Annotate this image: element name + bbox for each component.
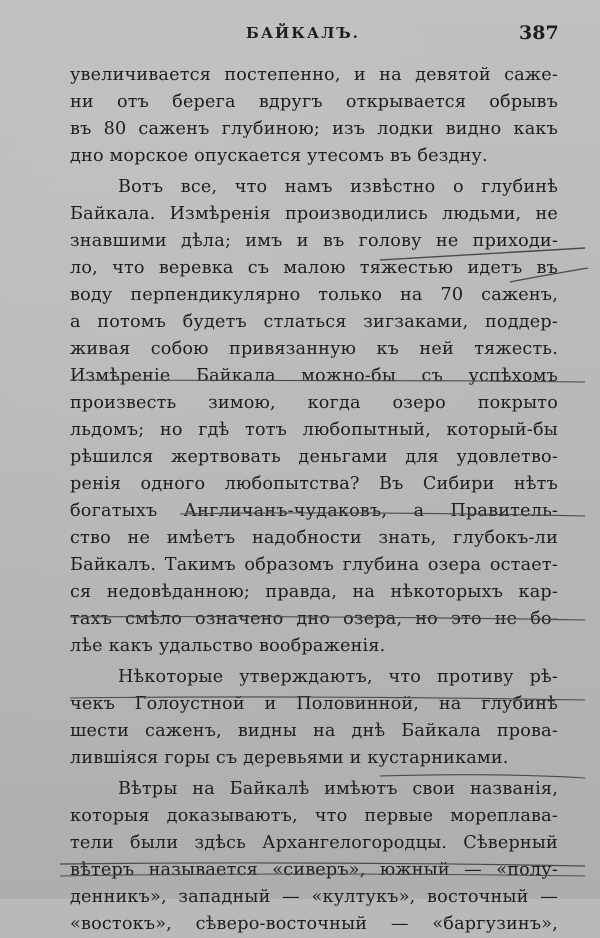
page-header <box>0 22 600 48</box>
text-line: Байкала. Измѣренія производились людьми, не <box>70 204 558 224</box>
text-line: льдомъ; но гдѣ тотъ любопытный, который-бы <box>70 420 558 440</box>
text-line: лившіяся горы съ деревьями и кустарниками. <box>70 748 509 768</box>
text-line: Измѣреніе Байкала можно-бы съ успѣхомъ <box>70 366 558 386</box>
running-title: БАЙКАЛЪ. <box>246 24 360 42</box>
text-line: богатыхъ Англичанъ-чудаковъ, а Правитель- <box>70 501 558 521</box>
text-line: а потомъ будетъ стлаться зигзаками, поддер- <box>70 312 558 332</box>
page-number: 387 <box>519 22 559 44</box>
text-line: ло, что веревка съ малою тяжестью идетъ въ <box>70 258 558 278</box>
text-line: тели были здѣсь Архангелогородцы. Сѣверный <box>70 833 558 853</box>
text-line: вѣтеръ называется «сиверъ», южный — «полу- <box>70 860 558 880</box>
body-text <box>70 62 558 938</box>
text-line: денникъ», западный — «култукъ», восточный — <box>70 887 558 907</box>
text-line: дно морское опускается утесомъ въ бездну. <box>70 146 488 166</box>
text-line: тахъ смѣло означено дно озера, но это не бо- <box>70 609 558 629</box>
text-line: лѣе какъ удальство воображенія. <box>70 636 386 656</box>
text-line: шести саженъ, видны на днѣ Байкала прова- <box>70 721 558 741</box>
text-line: которыя доказываютъ, что первые мореплава- <box>70 806 558 826</box>
text-line: ство не имѣетъ надобности знать, глубокъ-ли <box>70 528 558 548</box>
text-line: Байкалъ. Такимъ образомъ глубина озера остает- <box>70 555 558 575</box>
text-line: Вотъ все, что намъ извѣстно о глубинѣ <box>118 177 558 197</box>
text-line: ся недовѣданною; правда, на нѣкоторыхъ кар- <box>70 582 558 602</box>
text-line: ни отъ берега вдругъ открывается обрывъ <box>70 92 558 112</box>
text-line: живая собою привязанную къ ней тяжесть. <box>70 339 558 359</box>
text-line: «востокъ», сѣверо-восточный — «баргузинъ», <box>70 914 558 934</box>
text-line: въ 80 саженъ глубиною; изъ лодки видно какъ <box>70 119 558 139</box>
text-line: Вѣтры на Байкалѣ имѣютъ свои названія, <box>118 779 558 799</box>
text-line: чекъ Голоустной и Половинной, на глубинѣ <box>70 694 558 714</box>
text-line: воду перпендикулярно только на 70 саженъ, <box>70 285 558 305</box>
text-line: рѣшился жертвовать деньгами для удовлетво- <box>70 447 558 467</box>
text-line: знавшими дѣла; имъ и въ голову не приходи- <box>70 231 558 251</box>
text-line: произвесть зимою, когда озеро покрыто <box>70 393 558 413</box>
text-line: увеличивается постепенно, и на девятой саже- <box>70 65 558 85</box>
text-line: ренія одного любопытства? Въ Сибири нѣтъ <box>70 474 558 494</box>
text-line: Нѣкоторые утверждаютъ, что противу рѣ- <box>118 667 558 687</box>
